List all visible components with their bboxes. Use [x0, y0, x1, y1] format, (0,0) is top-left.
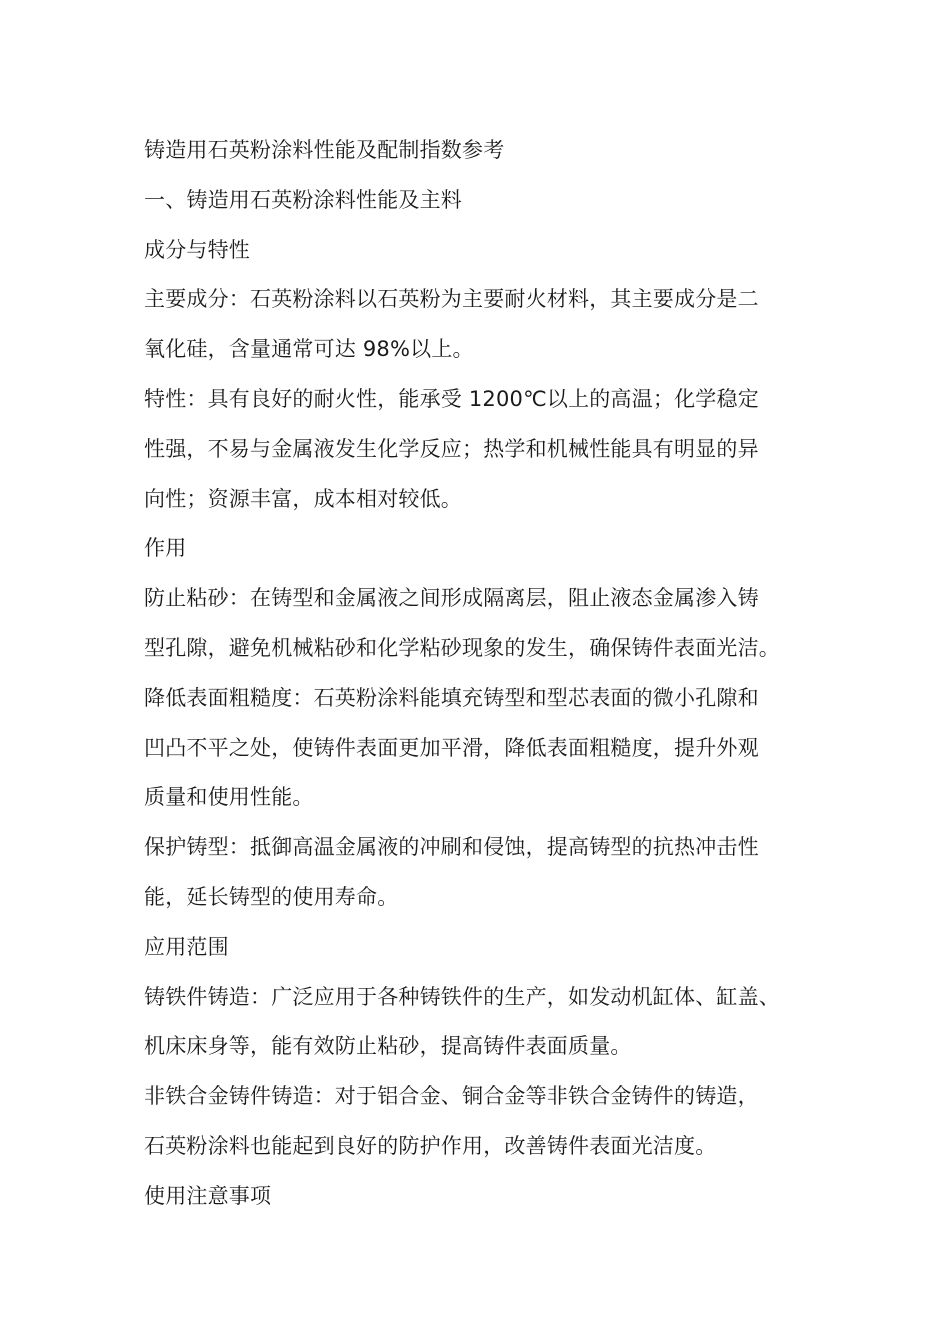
paragraph-line: 能，延长铸型的使用寿命。 — [144, 884, 399, 909]
paragraph-line: 凹凸不平之处，使铸件表面更加平滑，降低表面粗糙度，提升外观 — [144, 735, 759, 760]
paragraph-line: 特性：具有良好的耐火性，能承受 1200℃以上的高温；化学稳定 — [144, 386, 759, 411]
paragraph-line: 质量和使用性能。 — [144, 785, 314, 810]
subheading-precautions: 使用注意事项 — [144, 1183, 272, 1208]
paragraph-line: 防止粘砂：在铸型和金属液之间形成隔离层，阻止液态金属渗入铸 — [144, 586, 759, 611]
paragraph-line: 降低表面粗糙度：石英粉涂料能填充铸型和型芯表面的微小孔隙和 — [144, 685, 759, 710]
paragraph-line: 氧化硅，含量通常可达 98%以上。 — [144, 337, 474, 362]
section-heading-1: 一、铸造用石英粉涂料性能及主料 — [144, 187, 462, 212]
paragraph-line: 保护铸型：抵御高温金属液的冲刷和侵蚀，提高铸型的抗热冲击性 — [144, 835, 759, 860]
document-title: 铸造用石英粉涂料性能及配制指数参考 — [144, 138, 505, 162]
paragraph-line: 性强，不易与金属液发生化学反应；热学和机械性能具有明显的异 — [144, 436, 759, 461]
paragraph-line: 型孔隙，避免机械粘砂和化学粘砂现象的发生，确保铸件表面光洁。 — [144, 635, 780, 660]
document-body — [144, 126, 824, 1222]
subheading-function: 作用 — [144, 536, 187, 561]
paragraph-line: 机床床身等，能有效防止粘砂，提高铸件表面质量。 — [144, 1034, 632, 1059]
paragraph-line: 向性；资源丰富，成本相对较低。 — [144, 486, 462, 511]
paragraph-line: 主要成分：石英粉涂料以石英粉为主要耐火材料，其主要成分是二 — [144, 287, 759, 312]
paragraph-line: 石英粉涂料也能起到良好的防护作用，改善铸件表面光洁度。 — [144, 1133, 717, 1158]
subheading-composition: 成分与特性 — [144, 237, 250, 262]
paragraph-line: 非铁合金铸件铸造：对于铝合金、铜合金等非铁合金铸件的铸造， — [144, 1084, 759, 1109]
paragraph-line: 铸铁件铸造：广泛应用于各种铸铁件的生产，如发动机缸体、缸盖、 — [144, 984, 780, 1009]
subheading-application: 应用范围 — [144, 934, 229, 959]
